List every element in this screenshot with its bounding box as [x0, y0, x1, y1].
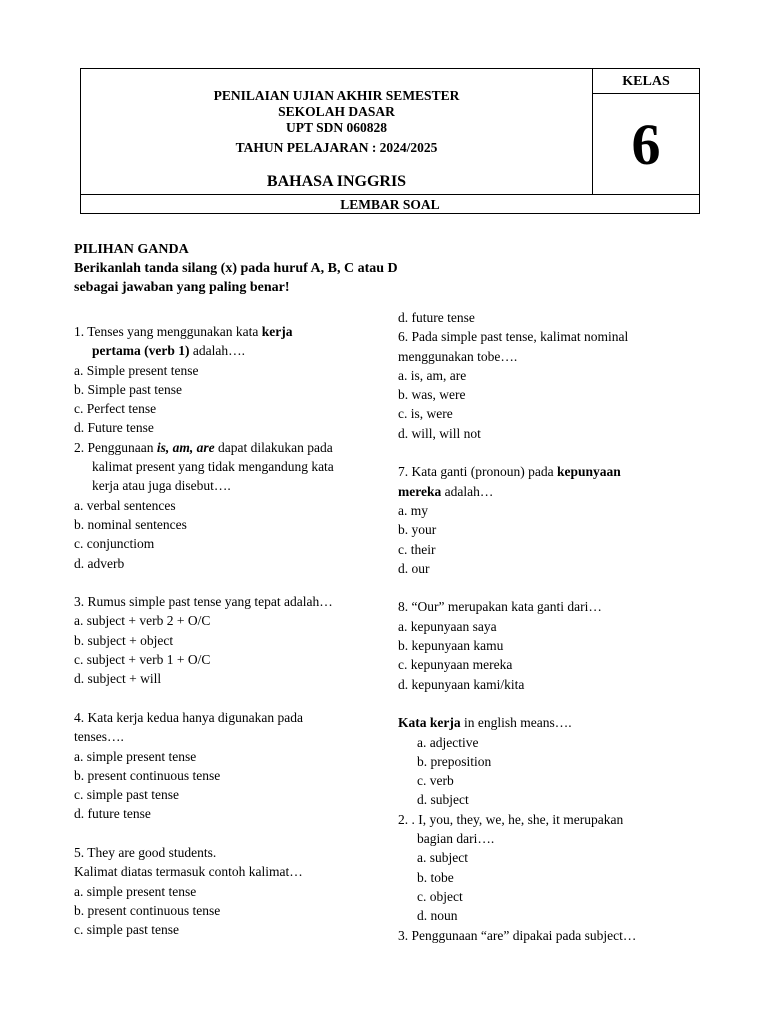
- answer-option: d. future tense: [398, 310, 475, 325]
- question-are-3: [398, 926, 698, 945]
- header-title-block: [81, 69, 593, 194]
- question-text: in english means….: [460, 715, 572, 731]
- question-3: [74, 592, 384, 688]
- question-2: [74, 438, 384, 573]
- question-text: 3. Rumus simple past tense yang tepat adalah…: [74, 594, 333, 610]
- answer-option: c. object: [417, 888, 463, 904]
- question-text: Kalimat diatas termasuk contoh kalimat…: [74, 864, 303, 880]
- instructions: [74, 240, 398, 297]
- instruction-line: sebagai jawaban yang paling benar!: [74, 280, 290, 295]
- question-text: kerja atau juga disebut….: [92, 478, 231, 494]
- question-text-bold: mereka: [398, 483, 442, 499]
- exam-header: [80, 68, 700, 214]
- question-text: 3. Penggunaan “are” dipakai pada subject…: [398, 927, 637, 943]
- left-column: [74, 322, 384, 940]
- answer-option: c. subject + verb 1 + O/C: [74, 652, 211, 668]
- question-text: adalah…: [441, 483, 494, 499]
- header-line-school: UPT SDN 060828: [285, 120, 387, 135]
- question-text: 2. . I, you, they, we, he, she, it merupakan: [398, 811, 624, 827]
- question-text-bold: Kata kerja: [398, 715, 461, 731]
- question-text: 8. “Our” merupakan kata ganti dari…: [398, 599, 602, 615]
- answer-option: c. their: [398, 541, 436, 557]
- question-text: bagian dari….: [417, 831, 495, 847]
- question-text: 7. Kata ganti (pronoun) pada: [398, 464, 557, 480]
- answer-option: d. future tense: [74, 806, 151, 822]
- answer-option: b. present continuous tense: [74, 767, 221, 783]
- answer-option: b. your: [398, 522, 437, 538]
- answer-option: a. is, am, are: [398, 367, 467, 383]
- answer-option: c. simple past tense: [74, 787, 179, 803]
- right-column: [398, 308, 698, 945]
- answer-option: d. subject + will: [74, 671, 162, 687]
- answer-option: d. noun: [417, 908, 458, 924]
- question-text: 6. Pada simple past tense, kalimat nominal: [398, 329, 629, 345]
- answer-option: a. simple present tense: [74, 748, 197, 764]
- answer-option: c. is, were: [398, 406, 453, 422]
- question-8: [398, 597, 698, 693]
- answer-option: b. Simple past tense: [74, 381, 182, 397]
- answer-option: c. kepunyaan mereka: [398, 657, 513, 673]
- sheet-label: LEMBAR SOAL: [81, 194, 699, 214]
- question-kata-kerja: [398, 713, 698, 809]
- answer-option: a. subject + verb 2 + O/C: [74, 613, 211, 629]
- section-title: PILIHAN GANDA: [74, 242, 189, 257]
- answer-option: b. kepunyaan kamu: [398, 638, 504, 654]
- question-text: kalimat present yang tidak mengandung kata: [92, 459, 334, 475]
- subject-title: BAHASA INGGRIS: [266, 173, 407, 190]
- answer-option: a. simple present tense: [74, 883, 197, 899]
- answer-option: d. will, will not: [398, 425, 481, 441]
- answer-option: d. kepunyaan kami/kita: [398, 676, 525, 692]
- header-line-year: TAHUN PELAJARAN : 2024/2025: [235, 140, 438, 155]
- question-text: 1. Tenses yang menggunakan kata: [74, 324, 262, 339]
- answer-option: a. Simple present tense: [74, 362, 199, 378]
- question-text: 2. Penggunaan: [74, 439, 157, 455]
- answer-option: a. kepunyaan saya: [398, 618, 497, 634]
- question-text: 5. They are good students.: [74, 845, 217, 861]
- question-7: [398, 462, 698, 578]
- answer-option: d. subject: [417, 792, 469, 808]
- answer-option: c. verb: [417, 773, 454, 789]
- answer-option: a. subject: [417, 850, 468, 866]
- answer-option: b. tobe: [417, 869, 454, 885]
- question-text: dapat dilakukan pada: [214, 439, 333, 455]
- answer-option: b. was, were: [398, 387, 466, 403]
- header-line-exam: PENILAIAN UJIAN AKHIR SEMESTER: [213, 88, 460, 103]
- answer-option: d. Future tense: [74, 420, 154, 436]
- answer-option: a. verbal sentences: [74, 497, 176, 513]
- class-block: [593, 69, 699, 194]
- answer-option: d. adverb: [74, 555, 125, 571]
- question-text-bold: pertama (verb 1): [92, 343, 190, 359]
- question-text: 4. Kata kerja kedua hanya digunakan pada: [74, 709, 304, 725]
- answer-option: c. simple past tense: [74, 922, 179, 938]
- answer-option: b. present continuous tense: [74, 902, 221, 918]
- question-text-bold: kerja: [261, 324, 293, 339]
- question-1: [74, 322, 384, 438]
- answer-option: b. nominal sentences: [74, 516, 187, 532]
- question-text: tenses….: [74, 729, 124, 745]
- answer-option: a. adjective: [417, 734, 479, 750]
- question-pronoun-2: [398, 810, 698, 926]
- answer-option: b. subject + object: [74, 632, 174, 648]
- answer-option: c. conjunctiom: [74, 536, 155, 552]
- question-5: [74, 843, 384, 939]
- answer-option: a. my: [398, 502, 428, 518]
- question-text-emphasis: is, am, are: [156, 439, 215, 455]
- question-6: [398, 327, 698, 443]
- answer-option: c. Perfect tense: [74, 401, 157, 417]
- answer-option: d. our: [398, 560, 430, 576]
- question-text-bold: kepunyaan: [556, 464, 621, 480]
- class-label: KELAS: [593, 69, 699, 94]
- question-text: menggunakan tobe….: [398, 348, 518, 364]
- question-4: [74, 708, 384, 824]
- instruction-line: Berikanlah tanda silang (x) pada huruf A, B, C atau D: [74, 261, 398, 276]
- class-number: 6: [631, 112, 661, 177]
- question-text: adalah….: [189, 343, 245, 359]
- answer-option: b. preposition: [417, 753, 492, 769]
- header-line-school-level: SEKOLAH DASAR: [278, 104, 395, 119]
